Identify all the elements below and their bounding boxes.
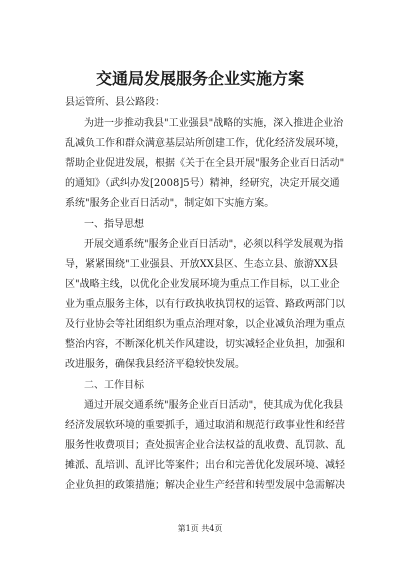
section1-line: 导，紧紧围绕"工业强县、开放XX县区、生态立县、旅游XX县 bbox=[65, 259, 339, 270]
section1-line: 业为重点服务主体，以有行政执收执罚权的运管、路政两部门以 bbox=[65, 299, 345, 310]
intro-line: 系统"服务企业百日活动"，制定如下实施方案。 bbox=[65, 198, 275, 209]
page-footer: 第1页 共4页 bbox=[177, 524, 223, 533]
section1-line: 改进服务，确保我县经济平稳较快发展。 bbox=[65, 359, 245, 370]
section-heading: 一、指导思想 bbox=[84, 219, 144, 230]
section2-line: 经济发展软环境的重要抓手，通过取消和规范行政事业性和经营 bbox=[65, 420, 345, 431]
intro-line: 乱减负工作和群众满意基层站所创建工作，优化经济发展环境， bbox=[65, 138, 345, 149]
salutation: 县运管所、县公路段： bbox=[65, 97, 165, 108]
section2-line: 摊派、乱培训、乱评比等案件；出台和完善优化发展环境、减轻 bbox=[65, 460, 345, 471]
section2-line: 通过开展交通系统"服务企业百日活动"，使其成为优化我县 bbox=[84, 400, 344, 411]
intro-line: 的通知》（武纠办发[2008]5号）精神，经研究，决定开展交通 bbox=[65, 178, 340, 189]
intro-line: 帮助企业促进发展，根据《关于在全县开展"服务企业百日活动" bbox=[65, 158, 345, 169]
intro-line: 为进一步推动我县"工业强县"战略的实施，深入推进企业治 bbox=[84, 118, 344, 129]
section1-line: 开展交通系统"服务企业百日活动"，必须以科学发展观为指 bbox=[84, 239, 344, 250]
section-heading: 二、工作目标 bbox=[84, 380, 144, 391]
section1-line: 整治内容，不断深化机关作风建设，切实减轻企业负担，加强和 bbox=[65, 339, 345, 350]
section2-line: 服务性收费项目；查处损害企业合法权益的乱收费、乱罚款、乱 bbox=[65, 440, 345, 451]
section1-line: 及行业协会等社团组织为重点治理对象，以企业减负治理为重点 bbox=[65, 319, 345, 330]
document-title: 交通局发展服务企业实施方案 bbox=[95, 69, 304, 88]
section1-line: 区"战略主线，以优化企业发展环境为重点工作目标，以工业企 bbox=[65, 279, 340, 290]
section2-line: 企业负担的政策措施；解决企业生产经营和转型发展中急需解决 bbox=[65, 480, 345, 491]
